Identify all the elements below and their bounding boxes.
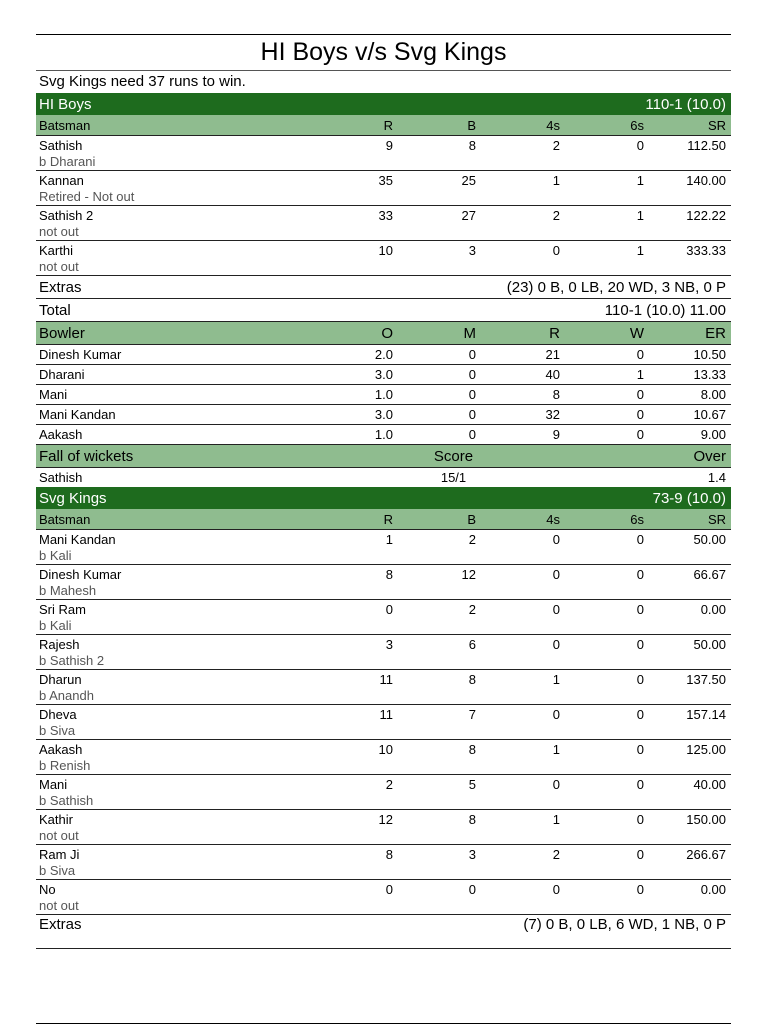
balls: 8 xyxy=(468,812,476,827)
strike-rate: 137.50 xyxy=(686,672,726,687)
runs-conceded: 40 xyxy=(545,367,560,382)
dismissal: b Mahesh xyxy=(39,583,97,598)
batsman-cell xyxy=(39,530,347,564)
fours: 2 xyxy=(552,847,560,862)
dismissal: b Kali xyxy=(39,618,72,633)
batsman-row xyxy=(36,171,731,206)
batsman-cell xyxy=(39,635,347,669)
wickets: 0 xyxy=(636,387,644,402)
fours: 1 xyxy=(552,742,560,757)
fours: 2 xyxy=(552,208,560,223)
runs: 35 xyxy=(378,173,393,188)
team-name: Svg Kings xyxy=(39,489,107,507)
fow-batsman: Sathish xyxy=(39,470,83,485)
fow-rows xyxy=(36,468,731,487)
bowler-row xyxy=(36,425,731,445)
batsman-name: Kathir xyxy=(39,812,73,827)
strike-rate: 40.00 xyxy=(693,777,726,792)
batting-rows xyxy=(36,530,731,915)
col-fours: 4s xyxy=(546,511,560,527)
batsman-name: Dharun xyxy=(39,672,82,687)
dismissal: b Renish xyxy=(39,758,91,773)
batsman-row xyxy=(36,705,731,740)
batsman-row xyxy=(36,810,731,845)
innings-1-header xyxy=(36,93,731,115)
wickets: 0 xyxy=(636,347,644,362)
balls: 8 xyxy=(468,672,476,687)
batsman-row xyxy=(36,880,731,915)
bowler-name: Aakash xyxy=(39,427,83,442)
col-runs: R xyxy=(383,117,393,133)
fours: 0 xyxy=(552,707,560,722)
dismissal: Retired - Not out xyxy=(39,189,135,204)
batsman-row xyxy=(36,530,731,565)
fours: 1 xyxy=(552,672,560,687)
fours: 0 xyxy=(552,637,560,652)
economy: 8.00 xyxy=(700,387,726,402)
col-sixes: 6s xyxy=(630,511,644,527)
balls: 8 xyxy=(468,742,476,757)
fours: 0 xyxy=(552,567,560,582)
batsman-cell xyxy=(39,600,347,634)
batsman-cell xyxy=(39,136,347,170)
bowler-row xyxy=(36,345,731,365)
sixes: 0 xyxy=(636,138,644,153)
batsman-cell xyxy=(39,740,347,774)
balls: 5 xyxy=(468,777,476,792)
overs: 1.0 xyxy=(374,387,393,402)
batsman-name: Sathish 2 xyxy=(39,208,94,223)
batsman-cell xyxy=(39,206,347,240)
strike-rate: 0.00 xyxy=(700,882,726,897)
wickets: 0 xyxy=(636,427,644,442)
dismissal: b Dharani xyxy=(39,154,96,169)
batsman-row xyxy=(36,206,731,241)
balls: 27 xyxy=(461,208,476,223)
batsman-name: Kannan xyxy=(39,173,84,188)
economy: 10.50 xyxy=(693,347,726,362)
economy: 10.67 xyxy=(693,407,726,422)
col-strike-rate: SR xyxy=(707,511,726,527)
runs: 8 xyxy=(385,567,393,582)
economy: 9.00 xyxy=(700,427,726,442)
dismissal: b Kali xyxy=(39,548,72,563)
fow-row xyxy=(36,468,731,487)
dismissal: not out xyxy=(39,898,79,913)
wickets: 0 xyxy=(636,407,644,422)
sixes: 1 xyxy=(636,173,644,188)
batsman-cell xyxy=(39,810,347,844)
col-runs-conceded: R xyxy=(549,324,560,342)
runs: 11 xyxy=(379,707,393,722)
maidens: 0 xyxy=(468,387,476,402)
dismissal: not out xyxy=(39,259,79,274)
col-fours: 4s xyxy=(546,117,560,133)
col-fow: Fall of wickets xyxy=(39,447,134,465)
dismissal: not out xyxy=(39,828,79,843)
batsman-name: Aakash xyxy=(39,742,83,757)
batsman-name: Rajesh xyxy=(39,637,80,652)
fours: 0 xyxy=(552,882,560,897)
batsman-name: Karthi xyxy=(39,243,73,258)
col-strike-rate: SR xyxy=(707,117,726,133)
col-fow-score: Score xyxy=(433,447,474,465)
batsman-name: Ram Ji xyxy=(39,847,80,862)
balls: 12 xyxy=(461,567,476,582)
balls: 2 xyxy=(468,602,476,617)
overs: 1.0 xyxy=(374,427,393,442)
col-sixes: 6s xyxy=(630,117,644,133)
fow-score: 15/1 xyxy=(440,470,467,485)
fow-over: 1.4 xyxy=(707,470,726,485)
bowler-row xyxy=(36,365,731,385)
fours: 2 xyxy=(552,138,560,153)
sixes: 1 xyxy=(636,208,644,223)
wickets: 1 xyxy=(636,367,644,382)
sixes: 0 xyxy=(636,567,644,582)
match-title: HI Boys v/s Svg Kings xyxy=(260,38,507,66)
batsman-cell xyxy=(39,565,347,599)
match-result: Svg Kings need 37 runs to win. xyxy=(36,70,731,93)
batsman-row xyxy=(36,670,731,705)
extras-label: Extras xyxy=(39,278,82,296)
batsman-row xyxy=(36,845,731,880)
batsman-cell xyxy=(39,670,347,704)
total-row xyxy=(36,299,731,322)
batsman-row xyxy=(36,635,731,670)
balls: 7 xyxy=(468,707,476,722)
batsman-name: Sathish xyxy=(39,138,83,153)
extras-row xyxy=(36,276,731,299)
col-maidens: M xyxy=(463,324,476,342)
runs-conceded: 9 xyxy=(552,427,560,442)
batsman-cell xyxy=(39,705,347,739)
runs: 10 xyxy=(378,742,393,757)
col-runs: R xyxy=(383,511,393,527)
total-label: Total xyxy=(39,301,71,319)
col-balls: B xyxy=(467,117,476,133)
bowler-name: Mani xyxy=(39,387,68,402)
total-value: 110-1 (10.0) 11.00 xyxy=(604,301,726,319)
col-overs: O xyxy=(381,324,393,342)
strike-rate: 112.50 xyxy=(687,138,726,153)
sixes: 0 xyxy=(636,602,644,617)
maidens: 0 xyxy=(468,407,476,422)
balls: 25 xyxy=(461,173,476,188)
batsman-row xyxy=(36,565,731,600)
runs: 33 xyxy=(378,208,393,223)
runs-conceded: 21 xyxy=(545,347,560,362)
batsman-cell xyxy=(39,775,347,809)
fours: 0 xyxy=(552,602,560,617)
fours: 1 xyxy=(552,812,560,827)
sixes: 0 xyxy=(636,847,644,862)
batsman-row xyxy=(36,775,731,810)
sixes: 0 xyxy=(636,742,644,757)
bowler-name: Dinesh Kumar xyxy=(39,347,122,362)
extras-row xyxy=(36,915,731,949)
bowler-row xyxy=(36,385,731,405)
col-batsman: Batsman xyxy=(39,511,91,527)
col-batsman: Batsman xyxy=(39,117,91,133)
bowler-name: Dharani xyxy=(39,367,85,382)
dismissal: b Sathish xyxy=(39,793,94,808)
bowling-header xyxy=(36,322,731,345)
sixes: 0 xyxy=(636,672,644,687)
bowler-row xyxy=(36,405,731,425)
sixes: 0 xyxy=(636,532,644,547)
batsman-cell xyxy=(39,241,347,275)
maidens: 0 xyxy=(468,367,476,382)
maidens: 0 xyxy=(468,427,476,442)
batsman-name: No xyxy=(39,882,56,897)
balls: 0 xyxy=(468,882,476,897)
extras-value: (23) 0 B, 0 LB, 20 WD, 3 NB, 0 P xyxy=(506,278,726,296)
col-wickets: W xyxy=(629,324,644,342)
dismissal: b Anandh xyxy=(39,688,94,703)
col-bowler: Bowler xyxy=(39,324,85,342)
runs: 1 xyxy=(385,532,393,547)
fours: 0 xyxy=(552,777,560,792)
dismissal: b Sathish 2 xyxy=(39,653,105,668)
strike-rate: 266.67 xyxy=(686,847,726,862)
runs: 0 xyxy=(385,602,393,617)
balls: 3 xyxy=(468,847,476,862)
balls: 8 xyxy=(468,138,476,153)
col-fow-over: Over xyxy=(693,447,726,465)
col-economy: ER xyxy=(705,324,726,342)
balls: 2 xyxy=(468,532,476,547)
strike-rate: 150.00 xyxy=(686,812,726,827)
batting-header xyxy=(36,509,731,530)
dismissal: not out xyxy=(39,224,79,239)
batsman-name: Dheva xyxy=(39,707,77,722)
overs: 3.0 xyxy=(374,367,393,382)
strike-rate: 50.00 xyxy=(693,532,726,547)
batsman-row xyxy=(36,241,731,276)
runs: 10 xyxy=(378,243,393,258)
batsman-row xyxy=(36,136,731,171)
sixes: 0 xyxy=(636,777,644,792)
strike-rate: 122.22 xyxy=(686,208,726,223)
strike-rate: 66.67 xyxy=(693,567,726,582)
batsman-row xyxy=(36,600,731,635)
runs: 3 xyxy=(385,637,393,652)
sixes: 1 xyxy=(636,243,644,258)
team-name: HI Boys xyxy=(39,95,92,113)
runs: 9 xyxy=(385,138,393,153)
overs: 3.0 xyxy=(374,407,393,422)
dismissal: b Siva xyxy=(39,723,76,738)
strike-rate: 125.00 xyxy=(686,742,726,757)
strike-rate: 0.00 xyxy=(700,602,726,617)
dismissal: b Siva xyxy=(39,863,76,878)
batsman-cell xyxy=(39,880,347,914)
runs: 8 xyxy=(385,847,393,862)
sixes: 0 xyxy=(636,882,644,897)
batsman-name: Mani xyxy=(39,777,68,792)
sixes: 0 xyxy=(636,637,644,652)
team-score: 73-9 (10.0) xyxy=(652,489,726,507)
extras-label: Extras xyxy=(39,916,82,933)
batsman-name: Mani Kandan xyxy=(39,532,116,547)
bowler-name: Mani Kandan xyxy=(39,407,116,422)
strike-rate: 157.14 xyxy=(686,707,726,722)
col-balls: B xyxy=(467,511,476,527)
batsman-cell xyxy=(39,845,347,879)
runs: 11 xyxy=(379,672,393,687)
scorecard xyxy=(36,34,731,949)
runs: 0 xyxy=(385,882,393,897)
batsman-row xyxy=(36,740,731,775)
runs: 12 xyxy=(378,812,393,827)
runs: 2 xyxy=(385,777,393,792)
overs: 2.0 xyxy=(374,347,393,362)
batsman-cell xyxy=(39,171,347,205)
strike-rate: 140.00 xyxy=(686,173,726,188)
team-score: 110-1 (10.0) xyxy=(645,95,726,113)
economy: 13.33 xyxy=(693,367,726,382)
innings-2-header xyxy=(36,487,731,509)
runs-conceded: 8 xyxy=(552,387,560,402)
fours: 0 xyxy=(552,243,560,258)
balls: 6 xyxy=(468,637,476,652)
strike-rate: 50.00 xyxy=(693,637,726,652)
bowling-rows xyxy=(36,345,731,445)
fours: 0 xyxy=(552,532,560,547)
batsman-name: Dinesh Kumar xyxy=(39,567,122,582)
balls: 3 xyxy=(468,243,476,258)
runs-conceded: 32 xyxy=(545,407,560,422)
fow-header xyxy=(36,445,731,468)
batting-rows xyxy=(36,136,731,276)
maidens: 0 xyxy=(468,347,476,362)
batsman-name: Sri Ram xyxy=(39,602,86,617)
sixes: 0 xyxy=(636,707,644,722)
sixes: 0 xyxy=(636,812,644,827)
strike-rate: 333.33 xyxy=(686,243,726,258)
batting-header xyxy=(36,115,731,136)
extras-value: (7) 0 B, 0 LB, 6 WD, 1 NB, 0 P xyxy=(523,916,726,933)
fours: 1 xyxy=(552,173,560,188)
